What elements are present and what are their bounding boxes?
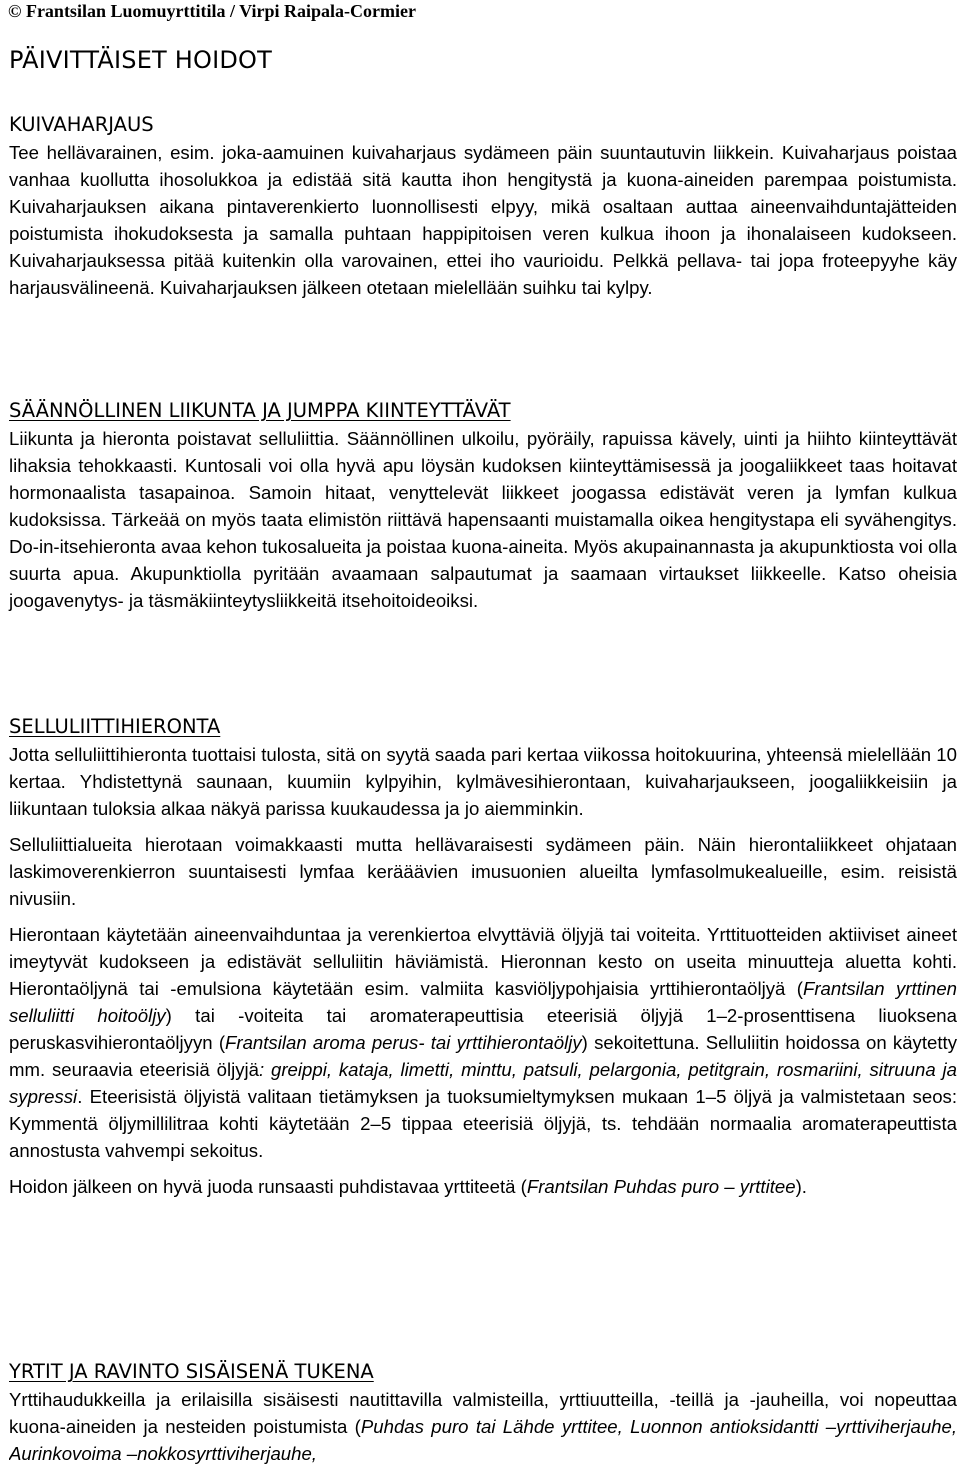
body-paragraph xyxy=(9,921,957,1164)
text-run: ) tai -voiteita tai aromaterapeuttisia eteerisiä öljyjä 1–2-prosenttisena liuoksena peruskasvihierontaöljyyn ( xyxy=(9,1005,957,1053)
italic-text: Puhdas puro tai Lähde yrttitee, Luonnon antioksidantti –yrttiviherjauhe, Aurinkovoima –nokkosyrttiviherjauhe, xyxy=(9,1416,957,1464)
section-heading: KUIVAHARJAUS xyxy=(9,113,154,136)
body-paragraph xyxy=(9,1386,957,1467)
body-paragraph xyxy=(9,831,957,912)
italic-text: Frantsilan Puhdas puro – yrttitee xyxy=(526,1176,796,1197)
section-heading: YRTIT JA RAVINTO SISÄISENÄ TUKENA xyxy=(9,1360,374,1383)
copyright-header: © Frantsilan Luomuyrttitila / Virpi Raipala-Cormier xyxy=(8,1,416,21)
italic-text: Frantsilan yrttinen selluliitti hoitoöljy xyxy=(9,978,957,1026)
text-run: Hierontaan käytetään aineenvaihduntaa ja verenkiertoa elvyttäviä öljyjä tai voiteita. Yrttituotteiden aktiiviset aineet imeytyvät kudokseen ja edistävät selluliitin häviämistä. Hieronnan kesto on useita minuutteja aluetta kohti. Hierontaöljynä tai -emulsiona käytetään esim. valmiita kasviöljypohjaisia yrttihierontaöljyä ( xyxy=(9,924,957,999)
section-body xyxy=(9,425,957,614)
body-paragraph xyxy=(9,1173,957,1200)
italic-text: Frantsilan aroma perus- tai yrttihierontaöljy xyxy=(225,1032,582,1053)
section-body xyxy=(9,139,957,301)
text-run: . Eteerisistä öljyistä valitaan tietämyksen ja tuoksumieltymyksen mukaan 1–5 öljyä ja valmistetaan seos: Kymmentä öljymillilitraa kohti käytetään 2–5 tippaa eteerisiä öljyjä, ts. tehdään normaalia aromaterapeuttista annostusta vahvempi sekoitus. xyxy=(9,1086,957,1161)
text-run: ). xyxy=(795,1176,807,1197)
section-body xyxy=(9,1386,957,1467)
text-run: Yrttihaudukkeilla ja erilaisilla sisäisesti nautittavilla valmisteilla, yrttiuutteilla, -teillä ja -jauheilla, voi nopeuttaa kuona-aineiden ja nesteiden poistumista ( xyxy=(9,1389,957,1437)
text-run: Jotta selluliittihieronta tuottaisi tulosta, sitä on syytä saada pari kertaa viikossa hoitokuurina, yhteensä mielellään 10 kertaa. Yhdistettynä saunaan, kuumiin kylpyihin, kylmävesihierontaan, kuivaharjaukseen, joogaliikkeisiin ja liikuntaan tuloksia alkaa näkyä parissa kuukaudessa ja jo aiemminkin. xyxy=(9,744,957,819)
text-run: ) sekoitettuna. Selluliitin hoidossa on käytetty mm. seuraavia eteerisiä öljyjä xyxy=(9,1032,957,1080)
body-paragraph xyxy=(9,741,957,822)
italic-text: : greippi, kataja, limetti, minttu, patsuli, pelargonia, petitgrain, rosmariini, sitruuna ja sypressi xyxy=(9,1059,957,1107)
section-liikunta xyxy=(9,397,957,614)
section-kuivaharjaus xyxy=(9,111,957,301)
section-heading: SELLULIITTIHIERONTA xyxy=(9,715,221,738)
text-run: Selluliittialueita hierotaan voimakkaasti mutta hellävaraisesti sydämeen päin. Näin hierontaliikkeet ohjataan laskimoverenkierron suuntaisesti lymfaa kerääävien imusuonien alueilta lymfasolmukealueille, esim. reisistä nivusiin. xyxy=(9,834,957,909)
page-title: PÄIVITTÄISET HOIDOT xyxy=(9,46,272,74)
section-selluliittihieronta xyxy=(9,713,957,1200)
section-heading: SÄÄNNÖLLINEN LIIKUNTA JA JUMPPA KIINTEYTTÄVÄT xyxy=(9,399,511,422)
text-run: Hoidon jälkeen on hyvä juoda runsaasti puhdistavaa yrttiteetä ( xyxy=(9,1176,527,1197)
section-yrtit-ja-ravinto xyxy=(9,1358,957,1474)
text-run: Liikunta ja hieronta poistavat selluliittia. Säännöllinen ulkoilu, pyöräily, rapuissa kävely, uinti ja hiihto kiinteyttävät lihaksia tehokkaasti. Kuntosali voi olla hyvä apu löysän kudoksen kiinteyttämisessä ja joogaliikkeet taas hoitavat hormonaalista tasapainoa. Samoin hitaat, venyttelevät liikkeet joogassa edistävät veren ja lymfan kulkua kudoksissa. Tärkeää on myös taata elimistön riittävä hapensaanti muistamalla oikea hengitystapa eli syvähengitys. Do-in-itsehieronta avaa kehon tukosalueita ja poistaa kuona-aineita. Myös akupainannasta ja akupunktiosta voi olla suurta apua. Akupunktiolla pyritään avaamaan salpautumat ja saamaan virtaukset liikkeelle. Katso oheisia joogavenytys- ja täsmäkiinteytysliikkeitä itsehoitoideoiksi. xyxy=(9,428,957,611)
body-paragraph xyxy=(9,139,957,301)
section-body xyxy=(9,741,957,1200)
text-run: Tee hellävarainen, esim. joka-aamuinen kuivaharjaus sydämeen päin suuntautuvin liikkein. Kuivaharjaus poistaa vanhaa kuollutta ihosolukkoa ja edistää sitä kautta ihon hengitystä ja kuona-aineiden parempaa poistumista. Kuivaharjauksen aikana pintaverenkierto luonnollisesti elpyy, mikä osaltaan auttaa aineenvaihduntajätteiden poistumista ihokudoksesta ja samalla puhtaan happipitoisen veren kulkua ihoon ja ihonalaiseen kudokseen. Kuivaharjauksessa pitää kuitenkin olla varovainen, ettei iho vaurioidu. Pelkkä pellava- tai jopa froteepyyhe käy harjausvälineenä. Kuivaharjauksen jälkeen otetaan mielellään suihku tai kylpy. xyxy=(9,142,957,298)
body-paragraph xyxy=(9,425,957,614)
